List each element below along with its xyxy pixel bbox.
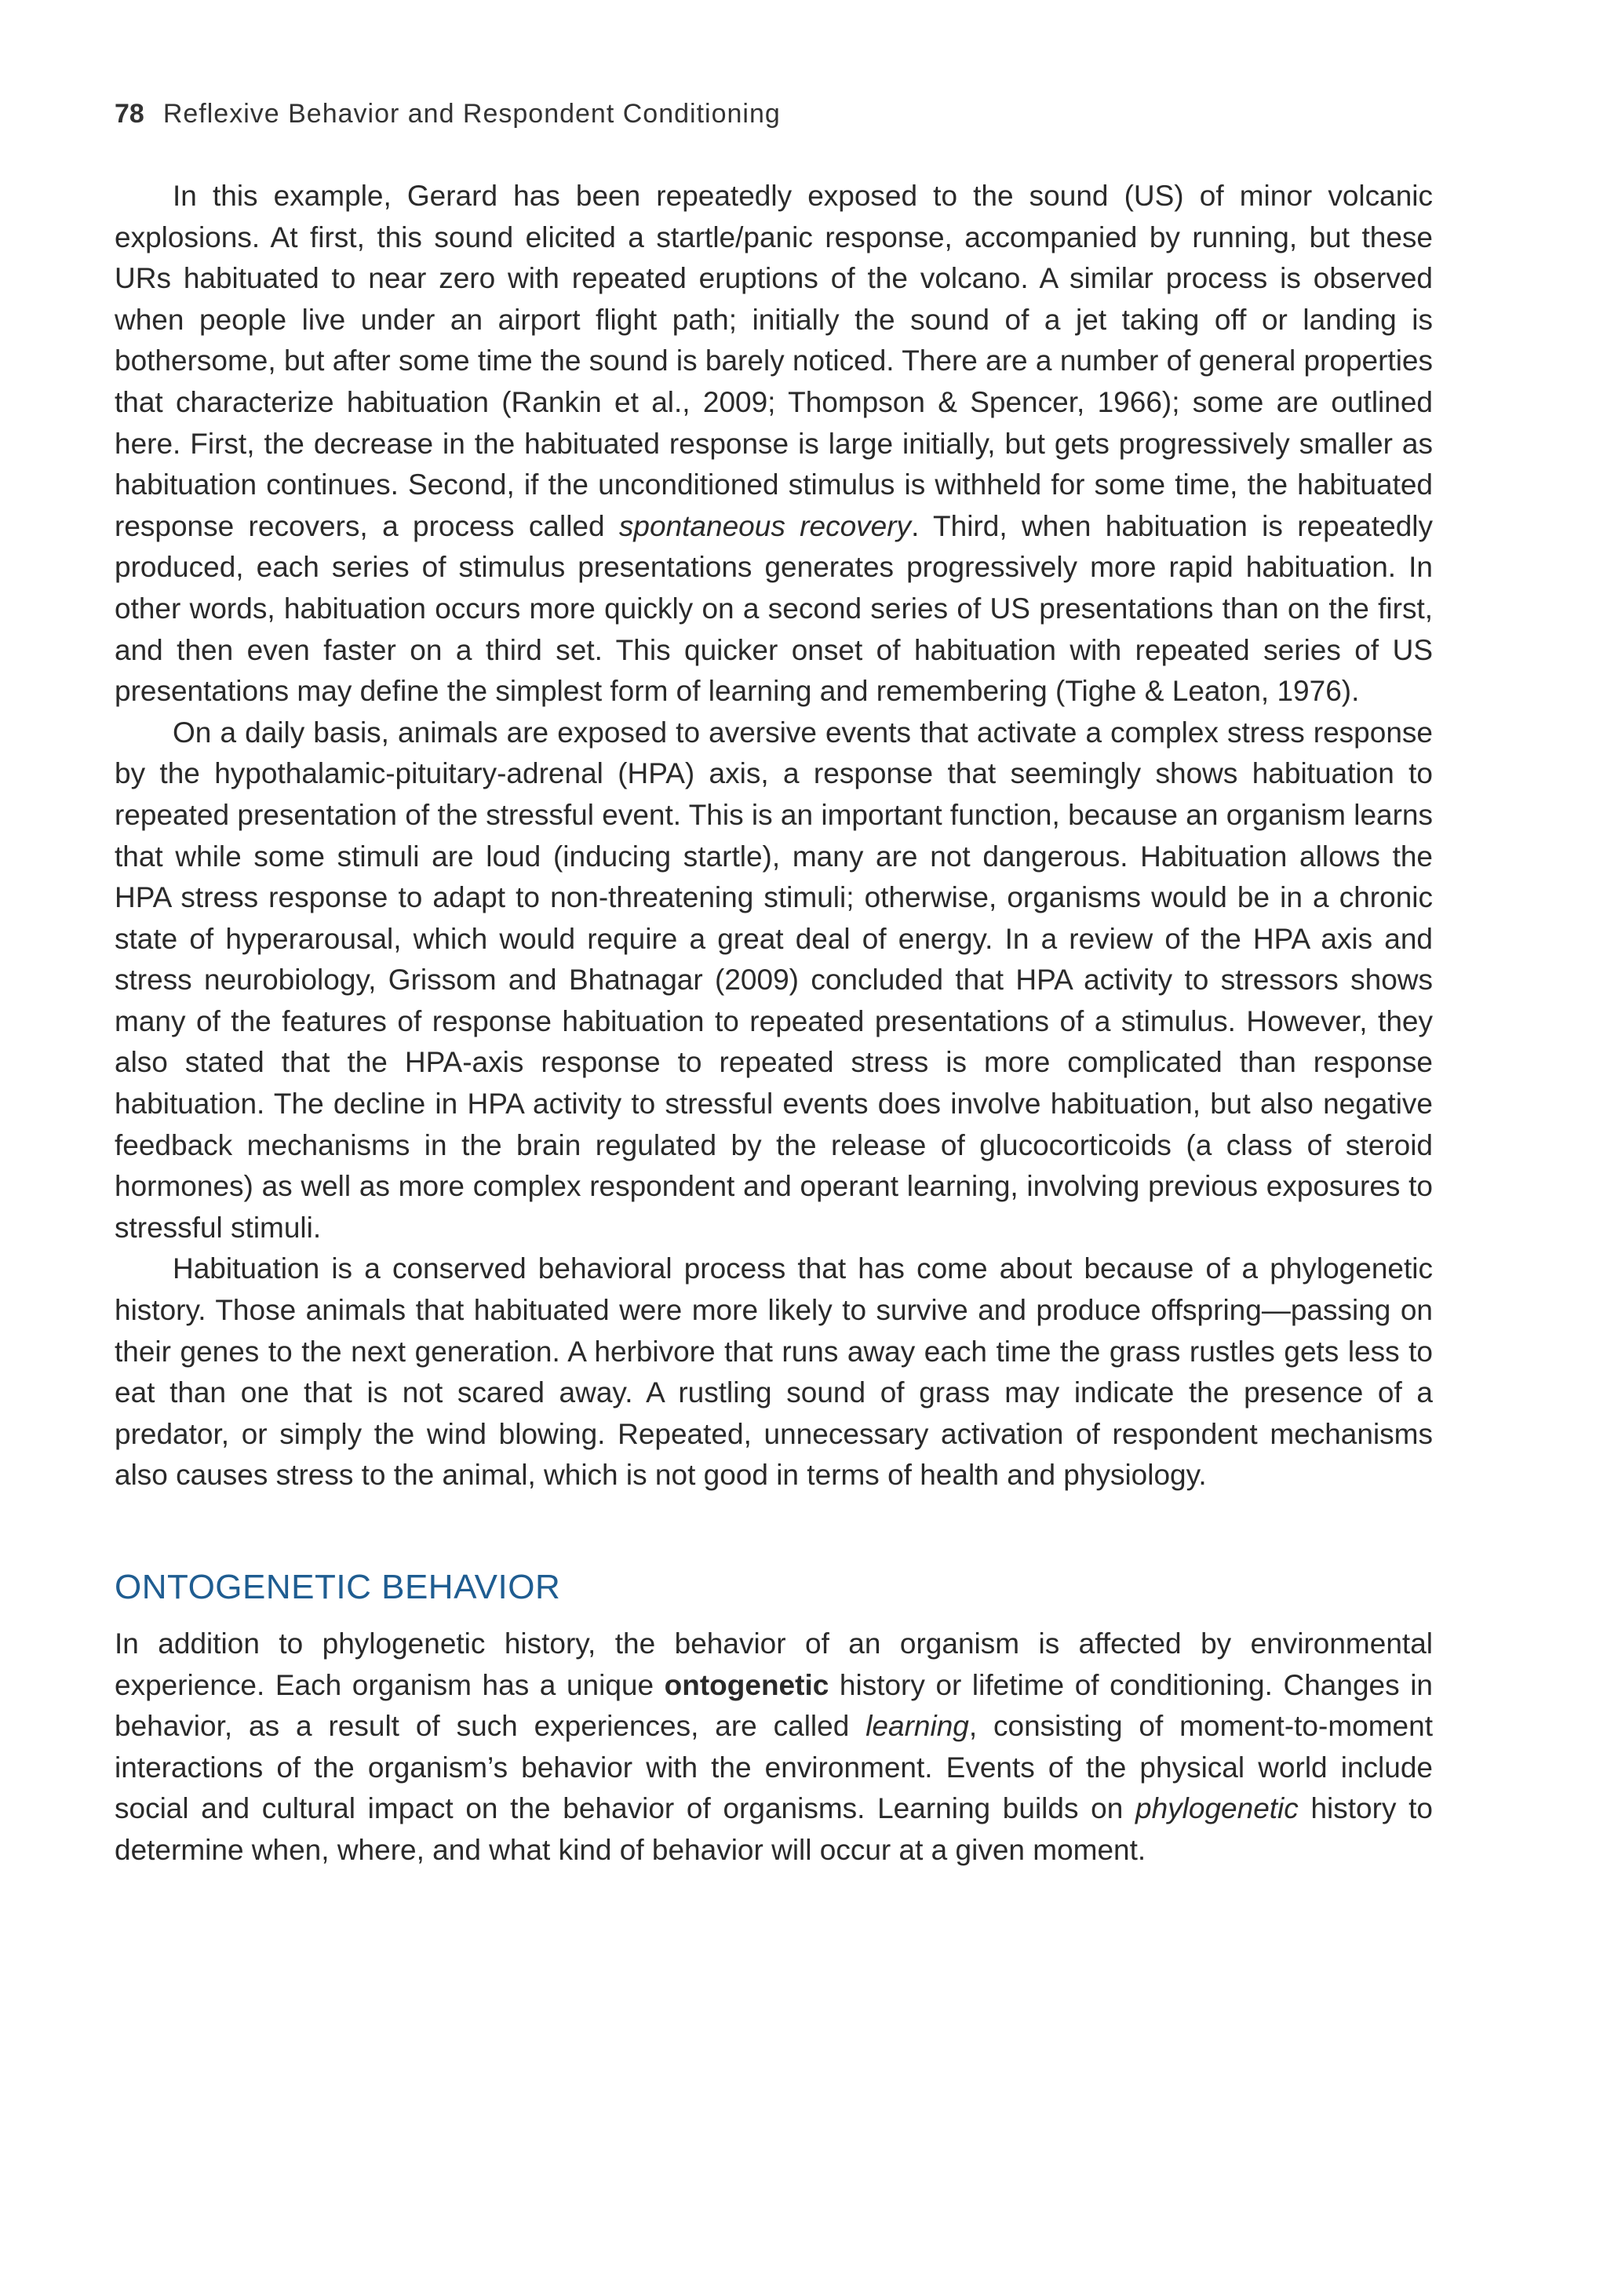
paragraph-text: history or lifetime of conditioning. Changes in behavior, as a result of such experiences, are called [115, 1668, 1433, 1743]
chapter-title: Reflexive Behavior and Respondent Conditioning [162, 99, 781, 129]
bold-term-ontogenetic: ontogenetic [664, 1668, 829, 1701]
paragraph-text: history to determine when, where, and what kind of behavior will occur at a given moment. [115, 1792, 1433, 1866]
page-number: 78 [115, 99, 144, 129]
body-paragraph-conserved-process: Habituation is a conserved behavioral process that has come about because of a phylogenetic history. Those animals that habituated were more likely to survive and produce offspring—passing on their genes to the next generation. A herbivore that runs away each time the grass rustles gets less to eat than one that is not scared away. A rustling sound of grass may indicate the presence of a predator, or simply the wind blowing. Repeated, unnecessary activation of respondent mechanisms also causes stress to the animal, which is not good in terms of health and physiology. [115, 1252, 1433, 1492]
paragraph-text: . Third, when habituation is repeatedly produced, each series of stimulus presentations generates progressively more rapid habituation. In other words, habituation occurs more quickly on a second series of US presentations than on the first, and then even faster on a third set. This quicker onset of habituation with repeated series of US presentations may define the simplest form of learning and remembering (Tighe & Leaton, 1976). [115, 509, 1434, 708]
running-head [115, 97, 1433, 130]
book-page [115, 97, 1433, 1871]
paragraph-text: In addition to phylogenetic history, the behavior of an organism is affected by environmental experience. Each organism has a unique [115, 1627, 1433, 1701]
paragraph-text: , consisting of moment-to-moment interactions of the organism’s behavior with the environment. Events of the physical world include social and cultural impact on the behavior of organisms. Learning builds on [115, 1710, 1433, 1825]
body-paragraph-ontogenetic [115, 1624, 1433, 1871]
italic-term-phylogenetic: phylogenetic [1135, 1792, 1299, 1825]
section-heading: ONTOGENETIC BEHAVIOR [115, 1568, 561, 1606]
body-paragraph-habituation-properties [115, 176, 1433, 712]
italic-term-spontaneous-recovery: spontaneous recovery [618, 509, 912, 542]
paragraph-text: In this example, Gerard has been repeatedly exposed to the sound (US) of minor volcanic explosions. At first, this sound elicited a startle/panic response, accompanied by running, but these URs habituated to near zero with repeated eruptions of the volcano. A similar process is observed when people live under an airport flight path; initially the sound of a jet taking off or landing is bothersome, but after some time the sound is barely noticed. There are a number of general properties that characterize habituation (Rankin et al., 2009; Thompson & Spencer, 1966); some are outlined here. First, the decrease in the habituated response is large initially, but gets progressively smaller as habituation continues. Second, if the unconditioned stimulus is withheld for some time, the habituated response recovers, a process called [115, 180, 1433, 542]
body-paragraph-hpa-axis: On a daily basis, animals are exposed to aversive events that activate a complex stress response by the hypothalamic-pituitary-adrenal (HPA) axis, a response that seemingly shows habituation to repeated presentation of the stressful event. This is an important function, because an organism learns that while some stimuli are loud (inducing startle), many are not dangerous. Habituation allows the HPA stress response to adapt to non-threatening stimuli; otherwise, organisms would be in a chronic state of hyperarousal, which would require a great deal of energy. In a review of the HPA axis and stress neurobiology, Grissom and Bhatnagar (2009) concluded that HPA activity to stressors shows many of the features of response habituation to repeated presentations of a stimulus. However, they also stated that the HPA-axis response to repeated stress is more complicated than response habituation. The decline in HPA activity to stressful events does involve habituation, but also negative feedback mechanisms in the brain regulated by the release of glucocorticoids (a class of steroid hormones) as well as more complex respondent and operant learning, involving previous exposures to stressful stimuli. [115, 716, 1433, 1244]
italic-term-learning: learning [865, 1710, 969, 1743]
